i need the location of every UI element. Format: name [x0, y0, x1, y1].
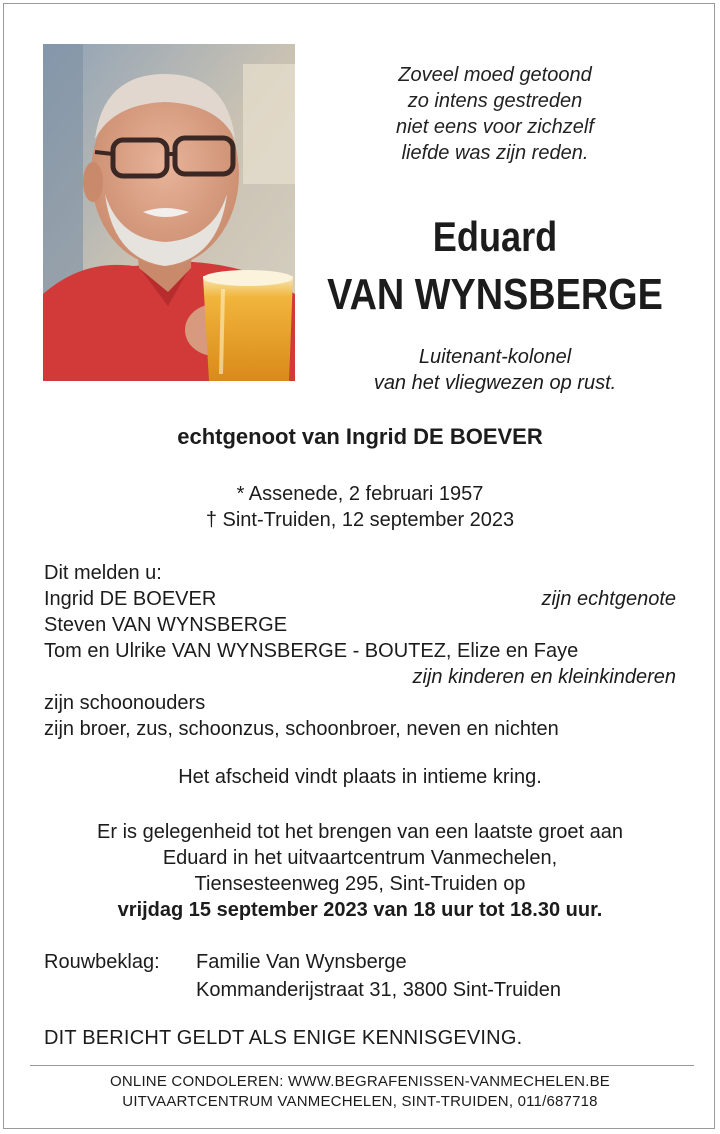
condolence-label: Rouwbeklag: — [44, 951, 160, 973]
family-member: Tom en Ulrike VAN WYNSBERGE - BOUTEZ, Elize en Faye — [44, 640, 579, 662]
family-relation: zijn echtgenote — [541, 588, 676, 610]
rank-line: van het vliegwezen op rust. — [373, 372, 617, 394]
poem-line: liefde was zijn reden. — [401, 142, 589, 164]
footer-contact: UITVAARTCENTRUM VANMECHELEN, SINT-TRUIDEN, 011/687718 — [122, 1093, 598, 1110]
visit-datetime: vrijdag 15 september 2023 van 18 uur tot 18.30 uur. — [117, 899, 603, 921]
visitation-info — [0, 819, 720, 923]
rank-line: Luitenant-kolonel — [418, 346, 572, 368]
life-dates — [0, 481, 720, 533]
family-row — [44, 612, 684, 638]
notice-text: DIT BERICHT GELDT ALS ENIGE KENNISGEVING. — [44, 1027, 523, 1049]
visit-line: Eduard in het uitvaartcentrum Vanmechelen, — [162, 847, 558, 869]
family-row — [44, 716, 684, 742]
visit-line: Er is gelegenheid tot het brengen van een laatste groet aan — [97, 821, 623, 843]
birth-line: * Assenede, 2 februari 1957 — [236, 483, 484, 505]
memorial-poem — [330, 62, 660, 166]
condolence-name: Familie Van Wynsberge — [196, 951, 407, 973]
portrait-photo — [43, 44, 295, 381]
divider — [30, 1065, 694, 1066]
poem-line: niet eens voor zichzelf — [396, 116, 594, 138]
condolence-address — [44, 948, 561, 1004]
visit-line: Tiensesteenweg 295, Sint-Truiden op — [194, 873, 526, 895]
condolence-street: Kommanderijstraat 31, 3800 Sint-Truiden — [196, 979, 561, 1001]
military-rank — [330, 344, 660, 396]
family-list — [44, 560, 684, 742]
family-intro: Dit melden u: — [44, 562, 162, 584]
family-member: Steven VAN WYNSBERGE — [44, 614, 288, 636]
farewell-text: Het afscheid vindt plaats in intieme kring. — [178, 766, 542, 788]
family-relation: zijn kinderen en kleinkinderen — [412, 666, 676, 688]
family-row — [44, 586, 684, 612]
family-member: zijn schoonouders — [44, 692, 206, 714]
footer — [0, 1072, 720, 1112]
family-row — [44, 690, 684, 716]
family-row — [44, 638, 684, 664]
spouse-line: echtgenoot van Ingrid DE BOEVER — [177, 424, 543, 449]
first-name: Eduard — [432, 213, 558, 260]
family-member: Ingrid DE BOEVER — [44, 588, 217, 610]
footer-website: ONLINE CONDOLEREN: WWW.BEGRAFENISSEN-VANMECHELEN.BE — [110, 1073, 610, 1090]
death-line: † Sint-Truiden, 12 september 2023 — [205, 509, 515, 531]
poem-line: zo intens gestreden — [407, 90, 583, 112]
last-name: VAN WYNSBERGE — [327, 270, 663, 319]
family-row — [44, 664, 684, 690]
family-member: zijn broer, zus, schoonzus, schoonbroer, neven en nichten — [44, 718, 559, 740]
poem-line: Zoveel moed getoond — [398, 64, 592, 86]
